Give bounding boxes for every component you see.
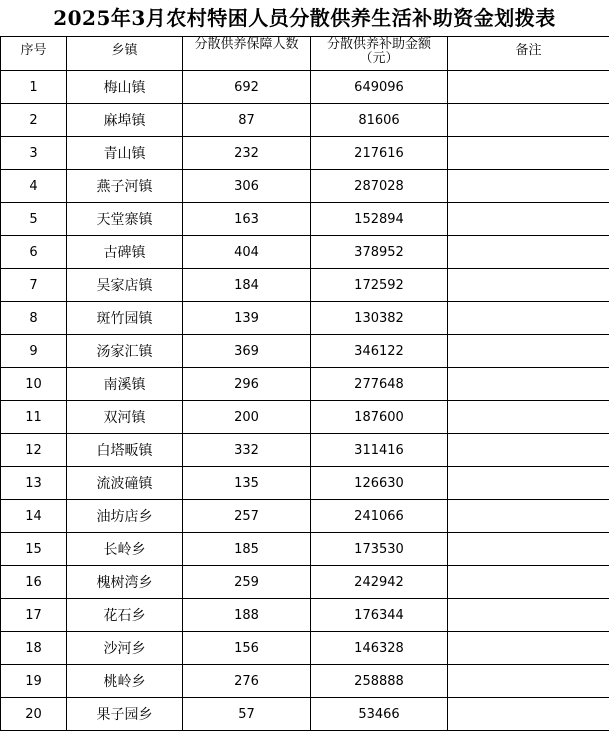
table-row bbox=[1, 665, 609, 698]
cell-seq: 15 bbox=[1, 533, 67, 566]
cell-note bbox=[448, 71, 609, 104]
table-row bbox=[1, 302, 609, 335]
cell-seq: 10 bbox=[1, 368, 67, 401]
cell-amount: 378952 bbox=[311, 236, 448, 269]
cell-amount: 242942 bbox=[311, 566, 448, 599]
table-row bbox=[1, 335, 609, 368]
cell-note bbox=[448, 665, 609, 698]
table-row bbox=[1, 236, 609, 269]
cell-seq: 19 bbox=[1, 665, 67, 698]
cell-amount: 258888 bbox=[311, 665, 448, 698]
header-count: 分散供养保障人数 bbox=[183, 37, 311, 71]
table-row bbox=[1, 368, 609, 401]
cell-note bbox=[448, 401, 609, 434]
cell-note bbox=[448, 269, 609, 302]
cell-amount: 176344 bbox=[311, 599, 448, 632]
header-seq: 序号 bbox=[1, 37, 67, 71]
cell-amount: 187600 bbox=[311, 401, 448, 434]
cell-seq: 7 bbox=[1, 269, 67, 302]
cell-count: 139 bbox=[183, 302, 311, 335]
cell-note bbox=[448, 203, 609, 236]
cell-amount: 173530 bbox=[311, 533, 448, 566]
cell-count: 306 bbox=[183, 170, 311, 203]
cell-note bbox=[448, 698, 609, 731]
cell-seq: 13 bbox=[1, 467, 67, 500]
cell-seq: 11 bbox=[1, 401, 67, 434]
cell-town: 长岭乡 bbox=[67, 533, 183, 566]
cell-count: 156 bbox=[183, 632, 311, 665]
cell-note bbox=[448, 368, 609, 401]
header-row bbox=[1, 37, 609, 71]
header-town: 乡镇 bbox=[67, 37, 183, 71]
header-amount: 分散供养补助金额（元） bbox=[311, 37, 448, 71]
cell-count: 276 bbox=[183, 665, 311, 698]
cell-town: 果子园乡 bbox=[67, 698, 183, 731]
table-row bbox=[1, 533, 609, 566]
cell-note bbox=[448, 632, 609, 665]
cell-amount: 172592 bbox=[311, 269, 448, 302]
cell-town: 天堂寨镇 bbox=[67, 203, 183, 236]
table-row bbox=[1, 500, 609, 533]
cell-count: 257 bbox=[183, 500, 311, 533]
cell-seq: 18 bbox=[1, 632, 67, 665]
cell-amount: 146328 bbox=[311, 632, 448, 665]
cell-seq: 9 bbox=[1, 335, 67, 368]
table-row bbox=[1, 137, 609, 170]
cell-amount: 126630 bbox=[311, 467, 448, 500]
cell-amount: 311416 bbox=[311, 434, 448, 467]
cell-count: 87 bbox=[183, 104, 311, 137]
cell-seq: 20 bbox=[1, 698, 67, 731]
cell-note bbox=[448, 137, 609, 170]
cell-count: 404 bbox=[183, 236, 311, 269]
cell-count: 259 bbox=[183, 566, 311, 599]
cell-note bbox=[448, 566, 609, 599]
cell-count: 232 bbox=[183, 137, 311, 170]
table-row bbox=[1, 269, 609, 302]
cell-amount: 81606 bbox=[311, 104, 448, 137]
cell-note bbox=[448, 500, 609, 533]
cell-note bbox=[448, 533, 609, 566]
table-row bbox=[1, 434, 609, 467]
table-title: 2025年3月农村特困人员分散供养生活补助资金划拨表 bbox=[0, 0, 609, 36]
cell-seq: 5 bbox=[1, 203, 67, 236]
cell-seq: 3 bbox=[1, 137, 67, 170]
cell-count: 200 bbox=[183, 401, 311, 434]
cell-town: 流波䃥镇 bbox=[67, 467, 183, 500]
cell-town: 吴家店镇 bbox=[67, 269, 183, 302]
cell-town: 槐树湾乡 bbox=[67, 566, 183, 599]
table-row bbox=[1, 203, 609, 236]
cell-note bbox=[448, 467, 609, 500]
cell-town: 双河镇 bbox=[67, 401, 183, 434]
cell-amount: 130382 bbox=[311, 302, 448, 335]
cell-seq: 2 bbox=[1, 104, 67, 137]
allocation-table bbox=[0, 36, 609, 731]
cell-town: 麻埠镇 bbox=[67, 104, 183, 137]
cell-note bbox=[448, 434, 609, 467]
cell-town: 油坊店乡 bbox=[67, 500, 183, 533]
header-note: 备注 bbox=[448, 37, 609, 71]
cell-count: 296 bbox=[183, 368, 311, 401]
table-row bbox=[1, 401, 609, 434]
cell-town: 南溪镇 bbox=[67, 368, 183, 401]
cell-note bbox=[448, 302, 609, 335]
cell-note bbox=[448, 335, 609, 368]
cell-seq: 14 bbox=[1, 500, 67, 533]
cell-count: 332 bbox=[183, 434, 311, 467]
cell-town: 燕子河镇 bbox=[67, 170, 183, 203]
cell-seq: 17 bbox=[1, 599, 67, 632]
cell-count: 57 bbox=[183, 698, 311, 731]
cell-seq: 12 bbox=[1, 434, 67, 467]
cell-town: 斑竹园镇 bbox=[67, 302, 183, 335]
cell-count: 185 bbox=[183, 533, 311, 566]
cell-amount: 346122 bbox=[311, 335, 448, 368]
table-row bbox=[1, 632, 609, 665]
cell-note bbox=[448, 236, 609, 269]
cell-count: 369 bbox=[183, 335, 311, 368]
cell-amount: 277648 bbox=[311, 368, 448, 401]
cell-seq: 1 bbox=[1, 71, 67, 104]
cell-count: 188 bbox=[183, 599, 311, 632]
cell-count: 135 bbox=[183, 467, 311, 500]
cell-town: 花石乡 bbox=[67, 599, 183, 632]
table-row bbox=[1, 566, 609, 599]
cell-seq: 16 bbox=[1, 566, 67, 599]
table-body bbox=[1, 71, 609, 731]
table-row bbox=[1, 467, 609, 500]
cell-amount: 53466 bbox=[311, 698, 448, 731]
table-row bbox=[1, 104, 609, 137]
cell-amount: 649096 bbox=[311, 71, 448, 104]
cell-town: 沙河乡 bbox=[67, 632, 183, 665]
cell-amount: 152894 bbox=[311, 203, 448, 236]
cell-seq: 6 bbox=[1, 236, 67, 269]
table-row bbox=[1, 698, 609, 731]
cell-note bbox=[448, 104, 609, 137]
cell-town: 白塔畈镇 bbox=[67, 434, 183, 467]
cell-town: 古碑镇 bbox=[67, 236, 183, 269]
cell-seq: 8 bbox=[1, 302, 67, 335]
table-row bbox=[1, 170, 609, 203]
cell-note bbox=[448, 599, 609, 632]
cell-count: 163 bbox=[183, 203, 311, 236]
table-row bbox=[1, 599, 609, 632]
cell-note bbox=[448, 170, 609, 203]
cell-amount: 287028 bbox=[311, 170, 448, 203]
cell-town: 桃岭乡 bbox=[67, 665, 183, 698]
cell-town: 梅山镇 bbox=[67, 71, 183, 104]
cell-seq: 4 bbox=[1, 170, 67, 203]
cell-town: 汤家汇镇 bbox=[67, 335, 183, 368]
cell-town: 青山镇 bbox=[67, 137, 183, 170]
cell-count: 184 bbox=[183, 269, 311, 302]
cell-amount: 217616 bbox=[311, 137, 448, 170]
cell-count: 692 bbox=[183, 71, 311, 104]
cell-amount: 241066 bbox=[311, 500, 448, 533]
table-row bbox=[1, 71, 609, 104]
